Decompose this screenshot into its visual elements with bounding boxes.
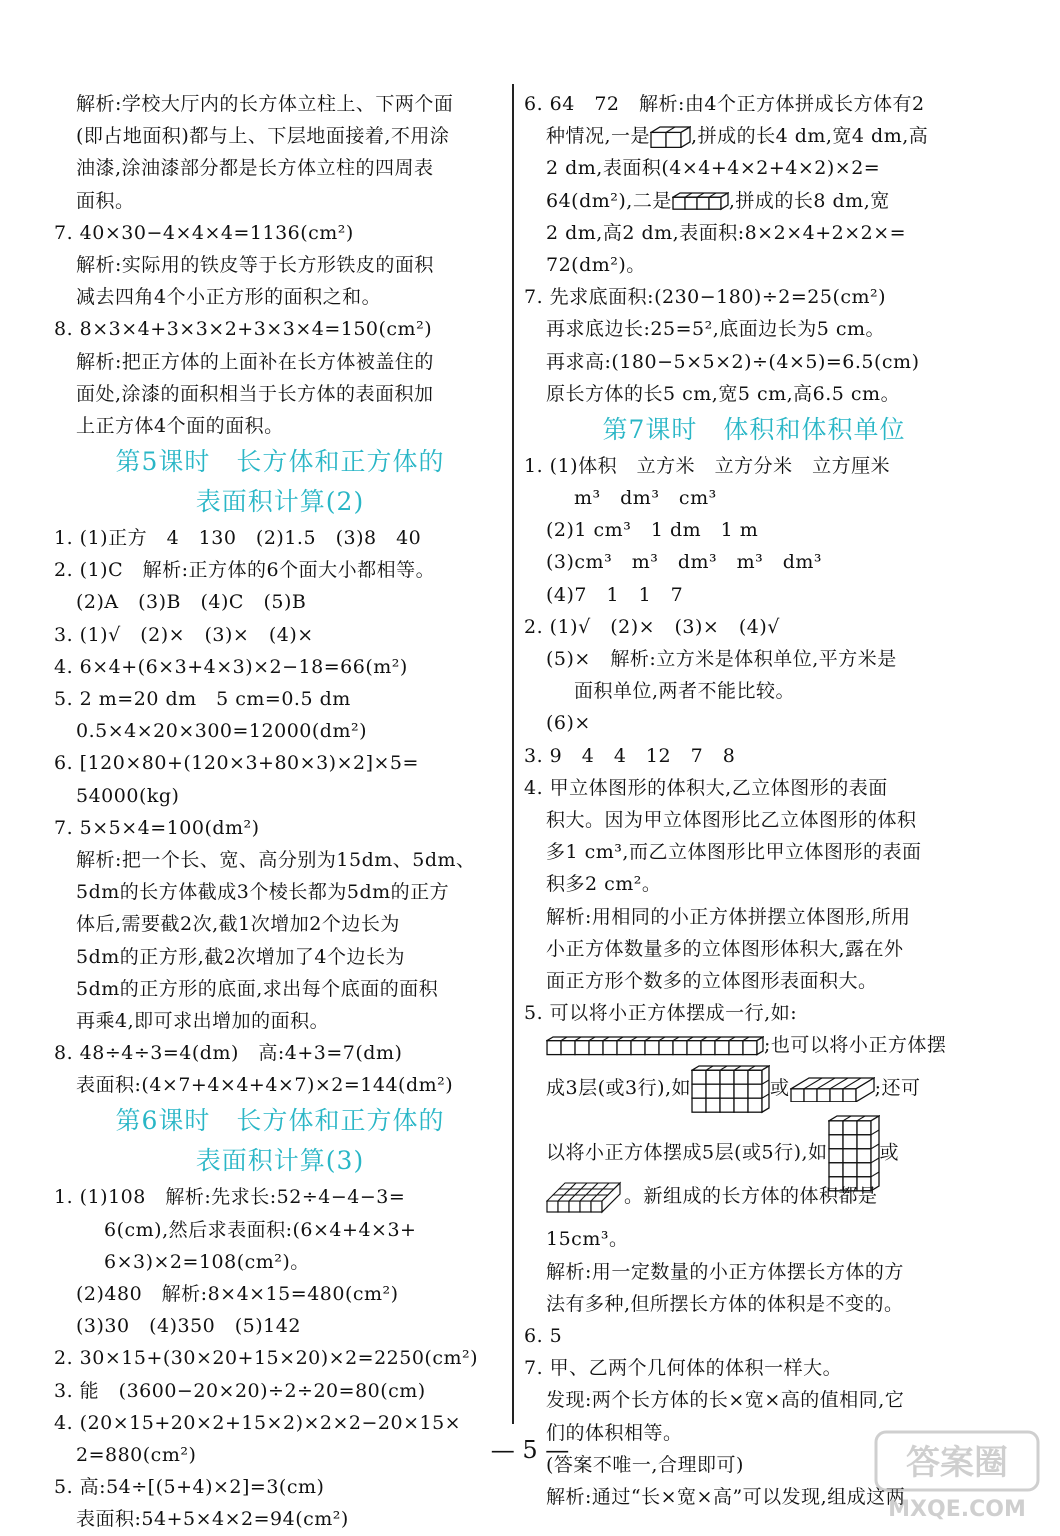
answer-text: 或	[879, 1141, 900, 1164]
answer-text: 或	[770, 1077, 790, 1100]
answer-text: 解析:通过“长×宽×高”可以发现,组成这两	[546, 1485, 906, 1508]
answer-text: 积多2 cm²。	[546, 873, 662, 896]
answer-line	[524, 152, 984, 184]
answer-text: 种情况,一是	[546, 125, 651, 148]
answer-text: 表面积:54+5×4×2=94(cm²)	[76, 1508, 349, 1531]
watermark-logo-line2: MXQE.COM	[888, 1497, 1026, 1522]
answer-line	[524, 88, 984, 120]
answer-text: 2 dm,高2 dm,表面积:8×2×4+2×2×=	[546, 221, 907, 244]
answer-text: (2)A (3)B (4)C (5)B	[76, 591, 307, 614]
answer-text: 5dm的正方形,截2次增加了4个边长为	[76, 945, 405, 968]
answer-text: 表面积:(4×7+4×4+4×7)×2=144(dm²)	[76, 1074, 454, 1097]
answer-text: 原长方体的长5 cm,宽5 cm,高6.5 cm。	[546, 382, 901, 405]
answer-line	[524, 1256, 984, 1288]
answer-line	[54, 152, 506, 184]
answer-line	[524, 965, 984, 997]
answer-line	[524, 611, 984, 643]
answer-text: 减去四角4个小正方形的面积之和。	[76, 286, 382, 309]
answer-line	[54, 586, 506, 618]
answer-line	[524, 997, 984, 1029]
answer-line	[54, 1037, 506, 1069]
answer-text: 们的体积相等。	[546, 1421, 683, 1444]
answer-line	[54, 1471, 506, 1503]
answer-line	[524, 249, 984, 281]
answer-line	[54, 812, 506, 844]
answer-line	[54, 651, 506, 683]
answer-text: 7. 先求底面积:(230−180)÷2=25(cm²)	[524, 286, 887, 309]
answer-line	[54, 619, 506, 651]
answer-line	[524, 1061, 984, 1115]
answer-line	[524, 546, 984, 578]
watermark-logo	[872, 1428, 1042, 1524]
answer-text: 0.5×4×20×300=12000(dm²)	[76, 720, 367, 743]
answer-text: 8. 8×3×4+3×3×2+3×3×4=150(cm²)	[54, 318, 433, 341]
answer-line	[54, 217, 506, 249]
answer-text: 2. 30×15+(30×20+15×20)×2=2250(cm²)	[54, 1347, 479, 1370]
answer-text: 15cm³。	[546, 1228, 629, 1251]
answer-text: 54000(kg)	[76, 784, 180, 807]
answer-line	[54, 554, 506, 586]
answer-line	[524, 772, 984, 804]
answer-line	[524, 868, 984, 900]
answer-text: 5dm的正方形的底面,求出每个底面的面积	[76, 977, 439, 1000]
answer-line	[524, 804, 984, 836]
answer-line	[524, 1288, 984, 1320]
answer-line	[54, 249, 506, 281]
cube-block5x3-figure	[790, 1077, 875, 1099]
lesson-heading: 表面积计算(3)	[195, 1146, 365, 1176]
answer-line	[54, 522, 506, 554]
cube-row15-figure	[546, 1034, 764, 1056]
answer-text: 。新组成的长方体的体积都是	[624, 1185, 878, 1208]
answer-line	[524, 450, 984, 482]
answer-line	[524, 346, 984, 378]
answer-text: (4)7 1 1 7	[546, 583, 684, 606]
lesson-heading: 第5课时 长方体和正方体的	[115, 447, 445, 477]
answer-text: 1. (1)体积 立方米 立方分米 立方厘米	[524, 454, 891, 477]
answer-text: (2)480 解析:8×4×15=480(cm²)	[76, 1283, 399, 1305]
answer-line	[524, 675, 984, 707]
answer-line	[54, 1342, 506, 1374]
answer-text: 72(dm²)。	[546, 253, 646, 276]
answer-text: (3)cm³ m³ dm³ m³ dm³	[546, 551, 823, 574]
answer-line	[54, 313, 506, 345]
answer-text: 3. (1)√ (2)× (3)× (4)×	[54, 623, 314, 646]
answer-text: 再乘4,即可求出增加的面积。	[76, 1009, 330, 1032]
answer-text: 油漆,涂油漆部分都是长方体立柱的四周表	[76, 157, 434, 180]
answer-line	[54, 683, 506, 715]
answer-line	[54, 1375, 506, 1407]
answer-text: 多1 cm³,而乙立体图形比甲立体图形的表面	[546, 841, 922, 864]
answer-line	[524, 281, 984, 313]
answer-line	[54, 410, 506, 442]
answer-text: 6. [120×80+(120×3+80×3)×2]×5=	[54, 752, 419, 775]
answer-text: 解析:用一定数量的小正方体摆长方体的方	[546, 1260, 904, 1283]
answer-text: 5. 可以将小正方体摆成一行,如:	[524, 1002, 798, 1025]
answer-text: 法有多种,但所摆长方体的体积是不变的。	[546, 1292, 904, 1315]
lesson-heading: 第6课时 长方体和正方体的	[115, 1106, 445, 1136]
answer-line	[54, 1278, 506, 1310]
answer-text: 7. 甲、乙两个几何体的体积一样大。	[524, 1357, 843, 1380]
answer-line	[54, 1005, 506, 1037]
answer-line	[524, 1029, 984, 1061]
cube-row4-figure	[672, 190, 729, 212]
lesson-heading: 表面积计算(2)	[195, 487, 365, 517]
answer-text: (即占地面积)都与上、下层地面接着,不用涂	[76, 125, 450, 148]
answer-text: 面处,涂漆的面积相当于长方体的表面积加	[76, 382, 434, 405]
page-number: — 5 —	[490, 1436, 570, 1464]
answer-text: (3)30 (4)350 (5)142	[76, 1315, 301, 1338]
answer-line	[54, 1214, 506, 1246]
answer-text: 3. 9 4 4 12 7 8	[524, 744, 736, 767]
answer-text: 64(dm²),二是	[546, 189, 672, 212]
answer-line	[524, 740, 984, 772]
answer-text: 面积。	[76, 189, 135, 212]
answer-line	[524, 1320, 984, 1352]
answer-text: 3. 能 (3600−20×20)÷2÷20=80(cm)	[54, 1379, 426, 1402]
answer-line	[524, 120, 984, 152]
answer-line	[54, 346, 506, 378]
answer-line	[524, 707, 984, 739]
answer-text: 6. 64 72 解析:由4个正方体拼成长方体有2	[524, 93, 925, 115]
answer-text: 2=880(cm²)	[76, 1443, 197, 1466]
answer-line	[54, 908, 506, 940]
answer-line	[54, 780, 506, 812]
answer-text: (答案不唯一,合理即可)	[546, 1453, 744, 1476]
answer-line	[54, 747, 506, 779]
answer-text: 发现:两个长方体的长×宽×高的值相同,它	[546, 1389, 905, 1412]
answer-text: (6)×	[546, 712, 591, 735]
answer-line	[54, 120, 506, 152]
answer-text: 6(cm),然后求表面积:(6×4+4×3+	[104, 1218, 417, 1241]
answer-text: 2 dm,表面积(4×4+4×2+4×2)×2=	[546, 157, 881, 180]
answer-line	[54, 941, 506, 973]
answer-text: 5. 高:54÷[(5+4)×2]=3(cm)	[54, 1476, 325, 1499]
left-column	[54, 88, 506, 1536]
answer-line	[524, 836, 984, 868]
answer-text: 成3层(或3行),如	[546, 1077, 692, 1100]
cube-tower3x5-figure	[828, 1142, 880, 1164]
answer-line	[54, 281, 506, 313]
answer-line	[524, 1352, 984, 1384]
answer-line	[524, 313, 984, 345]
answer-line	[54, 844, 506, 876]
answer-line	[524, 901, 984, 933]
answer-text: 1. (1)正方 4 130 (2)1.5 (3)8 40	[54, 527, 422, 550]
answer-text: 5dm的长方体截成3个棱长都为5dm的正方	[76, 881, 450, 904]
answer-line	[54, 1069, 506, 1101]
answer-line	[524, 185, 984, 217]
answer-text: 4. (20×15+20×2+15×2)×2×2−20×15×	[54, 1411, 462, 1434]
answer-text: 6×3)×2=108(cm²)。	[104, 1250, 310, 1273]
answer-text: ;也可以将小正方体摆	[764, 1034, 947, 1057]
answer-line	[54, 1246, 506, 1278]
answer-text: 2. (1)C 解析:正方体的6个面大小都相等。	[54, 559, 436, 582]
cube-2x2-figure	[650, 125, 691, 147]
answer-text: 7. 5×5×4=100(dm²)	[54, 816, 260, 839]
answer-line	[524, 579, 984, 611]
answer-line	[524, 1384, 984, 1416]
answer-text: 再求底边长:25=5²,底面边长为5 cm。	[546, 318, 886, 341]
answer-line	[54, 378, 506, 410]
cube-slab-figure	[546, 1185, 624, 1207]
answer-text: 5. 2 m=20 dm 5 cm=0.5 dm	[54, 688, 351, 710]
answer-line	[54, 876, 506, 908]
answer-line	[524, 1223, 984, 1255]
answer-line	[524, 378, 984, 410]
answer-text: 积大。因为甲立体图形比乙立体图形的体积	[546, 808, 917, 831]
watermark-logo-line1: 答案圈	[906, 1443, 1008, 1483]
answer-text: 8. 48÷4÷3=4(dm) 高:4+3=7(dm)	[54, 1042, 403, 1065]
answer-text: ,拼成的长8 dm,宽	[728, 189, 890, 212]
answer-text: 解析:把正方体的上面补在长方体被盖住的	[76, 350, 434, 373]
column-divider	[512, 84, 514, 1424]
answer-text: 2. (1)√ (2)× (3)× (4)√	[524, 615, 780, 638]
answer-line	[54, 715, 506, 747]
answer-text: ;还可	[874, 1077, 921, 1100]
answer-text: ,拼成的长4 dm,宽4 dm,高	[691, 125, 929, 148]
answer-text: (5)× 解析:立方米是体积单位,平方米是	[546, 648, 897, 670]
answer-text: 上正方体4个面的面积。	[76, 414, 284, 437]
answer-line	[54, 88, 506, 120]
answer-line	[524, 933, 984, 965]
answer-line	[54, 1181, 506, 1213]
answer-text: 解析:实际用的铁皮等于长方形铁皮的面积	[76, 253, 434, 276]
answer-text: 面积单位,两者不能比较。	[574, 680, 796, 703]
answer-text: 4. 6×4+(6×3+4×3)×2−18=66(m²)	[54, 655, 408, 678]
answer-line	[54, 1310, 506, 1342]
cube-wall5x3-figure	[691, 1077, 770, 1099]
answer-text: 4. 甲立体图形的体积大,乙立体图形的表面	[524, 776, 888, 799]
right-column	[524, 88, 984, 1513]
answer-text: 再求高:(180−5×5×2)÷(4×5)=6.5(cm)	[546, 350, 920, 373]
answer-text: 小正方体数量多的立体图形体积大,露在外	[546, 937, 904, 960]
answer-line	[54, 1503, 506, 1535]
answer-line	[54, 973, 506, 1005]
answer-text: (2)1 cm³ 1 dm 1 m	[546, 519, 759, 542]
answer-line	[524, 643, 984, 675]
answer-text: 解析:把一个长、宽、高分别为15dm、5dm、	[76, 848, 476, 871]
answer-text: 解析:用相同的小正方体拼摆立体图形,所用	[546, 905, 911, 928]
answer-line	[524, 217, 984, 249]
answer-text: 以将小正方体摆成5层(或5行),如	[546, 1141, 828, 1164]
answer-line	[524, 482, 984, 514]
answer-line	[54, 185, 506, 217]
answer-text: 1. (1)108 解析:先求长:52÷4−4−3=	[54, 1186, 406, 1209]
answer-text: 7. 40×30−4×4×4=1136(cm²)	[54, 221, 354, 244]
answer-text: 6. 5	[524, 1325, 563, 1347]
answer-text: 面正方形个数多的立体图形表面积大。	[546, 969, 878, 992]
answer-text: 体后,需要截2次,截1次增加2个边长为	[76, 913, 400, 936]
lesson-heading: 第7课时 体积和体积单位	[602, 414, 906, 444]
answer-text: 解析:学校大厅内的长方体立柱上、下两个面	[76, 93, 454, 115]
answer-text: m³ dm³ cm³	[574, 487, 717, 510]
answer-line	[524, 1115, 984, 1169]
answer-line	[524, 514, 984, 546]
answer-line	[524, 1169, 984, 1223]
